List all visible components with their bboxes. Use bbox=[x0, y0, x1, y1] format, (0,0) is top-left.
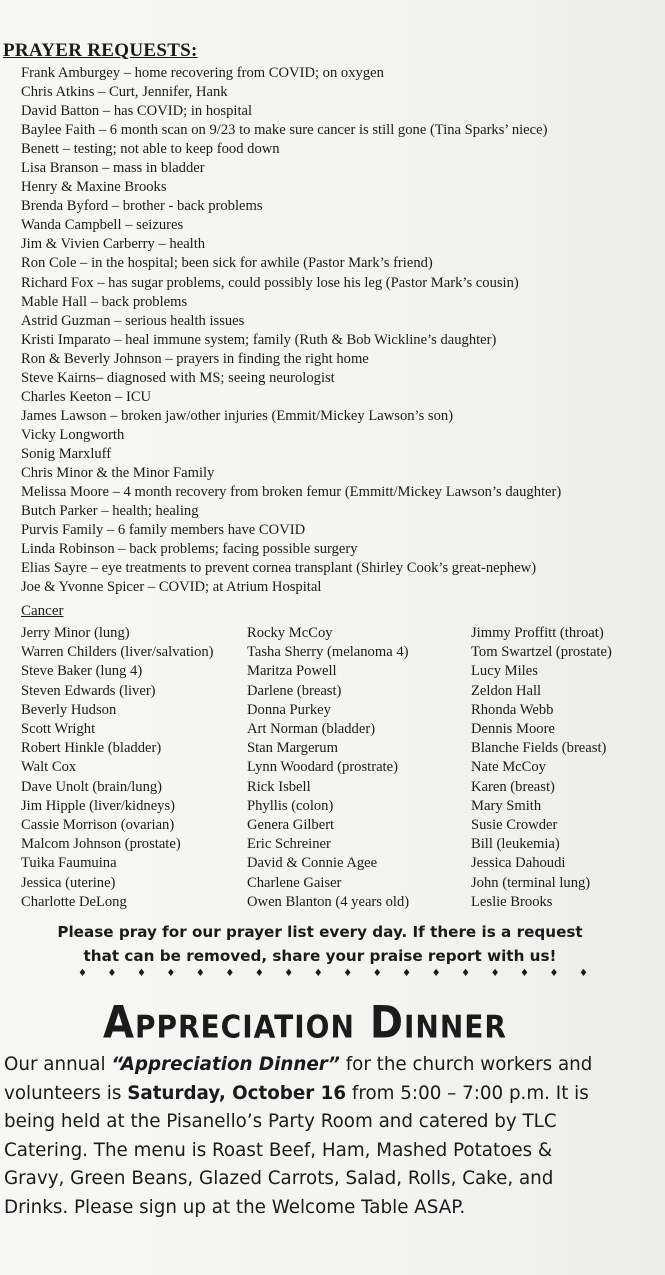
diamond-icon: ♦ bbox=[520, 968, 529, 979]
cancer-list-item: Blanche Fields (breast) bbox=[471, 740, 607, 757]
prayer-request-item: Baylee Faith – 6 month scan on 9/23 to make sure cancer is still gone (Tina Sparks’ niece) bbox=[21, 122, 548, 139]
dinner-text-fragment: from 5:00 – 7:00 p.m. It is bbox=[346, 1082, 589, 1104]
prayer-requests-heading: PRAYER REQUESTS: bbox=[3, 40, 198, 61]
event-name: “Appreciation Dinner” bbox=[111, 1054, 340, 1075]
cancer-list-item: Lynn Woodard (prostrate) bbox=[247, 759, 398, 776]
cancer-list-item: Jessica (uterine) bbox=[21, 874, 116, 891]
prayer-request-item: Purvis Family – 6 family members have COVID bbox=[21, 522, 306, 539]
prayer-request-item: Linda Robinson – back problems; facing possible surgery bbox=[21, 541, 358, 558]
diamond-icon: ♦ bbox=[166, 968, 176, 979]
cancer-list-item: Karen (breast) bbox=[471, 778, 555, 795]
cancer-list-item: Jerry Minor (lung) bbox=[21, 625, 130, 641]
dinner-text-fragment: Our annual bbox=[4, 1054, 112, 1075]
prayer-request-item: Sonig Marxluff bbox=[21, 445, 112, 462]
cancer-list-column-3 bbox=[471, 624, 612, 912]
appreciation-dinner-title: Appreciation Dinner bbox=[102, 997, 507, 1049]
prayer-request-item: Chris Minor & the Minor Family bbox=[21, 464, 215, 481]
prayer-request-item: Elias Sayre – eye treatments to prevent cornea transplant (Shirley Cook’s great-nephew) bbox=[21, 560, 537, 577]
appreciation-dinner-paragraph bbox=[4, 1051, 644, 1223]
cancer-list-item: Cassie Morrison (ovarian) bbox=[21, 817, 175, 834]
cancer-list-item: Steven Edwards (liver) bbox=[21, 682, 156, 699]
cancer-list-item: David & Connie Agee bbox=[247, 855, 378, 872]
prayer-request-item: Chris Atkins – Curt, Jennifer, Hank bbox=[21, 84, 228, 101]
cancer-list-item: Donna Purkey bbox=[247, 701, 331, 718]
cancer-subheading: Cancer bbox=[21, 603, 64, 619]
prayer-request-item: Henry & Maxine Brooks bbox=[21, 179, 167, 196]
diamond-icon: ♦ bbox=[578, 968, 588, 979]
prayer-request-item: Lisa Branson – mass in bladder bbox=[21, 160, 205, 177]
cancer-list-item: Rhonda Webb bbox=[471, 701, 554, 718]
cancer-list-item: Genera Gilbert bbox=[247, 817, 335, 834]
diamond-icon: ♦ bbox=[431, 968, 441, 979]
prayer-request-item: James Lawson – broken jaw/other injuries (Emmit/Mickey Lawson’s son) bbox=[21, 407, 454, 424]
cancer-list-item: Lucy Miles bbox=[471, 663, 538, 680]
diamond-icon: ♦ bbox=[254, 968, 264, 979]
cancer-list-item: John (terminal lung) bbox=[471, 874, 591, 891]
cancer-list-item: Zeldon Hall bbox=[471, 682, 542, 699]
prayer-request-item: Melissa Moore – 4 month recovery from broken femur (Emmitt/Mickey Lawson’s daughter) bbox=[21, 484, 562, 501]
diamond-icon: ♦ bbox=[107, 968, 117, 979]
dinner-text-line bbox=[4, 1194, 644, 1223]
prayer-request-item: Mable Hall – back problems bbox=[21, 293, 188, 310]
prayer-request-item: David Batton – has COVID; in hospital bbox=[21, 103, 253, 120]
diamond-icon: ♦ bbox=[225, 968, 235, 979]
diamond-icon: ♦ bbox=[490, 968, 500, 979]
pray-note-line-2: that can be removed, share your praise report with us! bbox=[83, 947, 557, 965]
dinner-text-line bbox=[4, 1051, 644, 1080]
cancer-list-item: Leslie Brooks bbox=[471, 893, 553, 910]
prayer-request-item: Ron Cole – in the hospital; been sick for awhile (Pastor Mark’s friend) bbox=[21, 255, 433, 272]
diamond-icon: ♦ bbox=[549, 968, 559, 979]
cancer-list-item: Dave Unolt (brain/lung) bbox=[21, 778, 163, 795]
prayer-request-item: Brenda Byford – brother - back problems bbox=[21, 198, 263, 215]
pray-note-line-1: Please pray for our prayer list every day. If there is a request bbox=[57, 923, 583, 941]
cancer-list-item: Beverly Hudson bbox=[21, 701, 117, 718]
cancer-list-item: Dennis Moore bbox=[471, 721, 555, 738]
diamond-icon: ♦ bbox=[136, 968, 146, 979]
cancer-list-column-2 bbox=[247, 624, 409, 912]
cancer-list-item: Malcom Johnson (prostate) bbox=[21, 836, 181, 853]
prayer-request-item: Kristi Imparato – heal immune system; family (Ruth & Bob Wickline’s daughter) bbox=[21, 331, 497, 348]
diamond-icon: ♦ bbox=[372, 968, 382, 979]
cancer-list-item: Steve Baker (lung 4) bbox=[21, 663, 143, 680]
prayer-request-item: Jim & Vivien Carberry – health bbox=[21, 236, 206, 253]
diamond-icon: ♦ bbox=[284, 968, 294, 979]
prayer-request-item: Ron & Beverly Johnson – prayers in finding the right home bbox=[21, 350, 369, 367]
cancer-list-item: Tom Swartzel (prostate) bbox=[471, 644, 612, 661]
diamond-divider bbox=[78, 968, 588, 980]
cancer-list-item: Mary Smith bbox=[471, 797, 542, 814]
cancer-list-item: Warren Childers (liver/salvation) bbox=[21, 644, 214, 661]
diamond-icon: ♦ bbox=[195, 968, 205, 979]
cancer-list-item: Phyllis (colon) bbox=[247, 797, 334, 814]
cancer-list-item: Jimmy Proffitt (throat) bbox=[471, 625, 604, 641]
cancer-list-item: Robert Hinkle (bladder) bbox=[21, 740, 162, 757]
cancer-list-item: Susie Crowder bbox=[471, 817, 558, 834]
diamond-icon: ♦ bbox=[343, 968, 353, 979]
diamond-icon: ♦ bbox=[313, 968, 323, 979]
diamond-icon: ♦ bbox=[402, 968, 412, 979]
cancer-list-item: Maritza Powell bbox=[247, 663, 337, 680]
prayer-request-item: Astrid Guzman – serious health issues bbox=[21, 312, 245, 329]
dinner-text-fragment: Catering. The menu is Roast Beef, Ham, Mashed Potatoes & bbox=[4, 1139, 553, 1161]
cancer-list-item: Walt Cox bbox=[21, 759, 77, 776]
cancer-list-item: Jim Hipple (liver/kidneys) bbox=[21, 797, 176, 814]
dinner-text-fragment: Gravy, Green Beans, Glazed Carrots, Salad, Rolls, Cake, and bbox=[4, 1168, 554, 1190]
cancer-list-item: Charlotte DeLong bbox=[21, 893, 127, 910]
dinner-text-line bbox=[4, 1137, 644, 1166]
prayer-request-item: Wanda Campbell – seizures bbox=[21, 217, 184, 234]
cancer-list-item: Owen Blanton (4 years old) bbox=[247, 893, 410, 910]
cancer-list-item: Eric Schreiner bbox=[247, 836, 331, 853]
dinner-text-fragment: for the church workers and bbox=[339, 1054, 593, 1075]
dinner-text-line bbox=[4, 1165, 644, 1194]
dinner-text-line bbox=[4, 1108, 644, 1137]
cancer-list-item: Tuika Faumuina bbox=[21, 855, 117, 872]
prayer-request-item: Benett – testing; not able to keep food down bbox=[21, 141, 280, 158]
cancer-list-item: Art Norman (bladder) bbox=[247, 721, 376, 738]
diamond-icon: ♦ bbox=[78, 968, 87, 979]
prayer-request-item: Vicky Longworth bbox=[21, 426, 125, 443]
prayer-request-item: Frank Amburgey – home recovering from COVID; on oxygen bbox=[21, 65, 384, 81]
cancer-list-item: Charlene Gaiser bbox=[247, 874, 342, 891]
prayer-request-list bbox=[21, 64, 561, 597]
cancer-list-item: Rocky McCoy bbox=[247, 625, 333, 641]
dinner-text-line bbox=[4, 1080, 644, 1109]
prayer-request-item: Butch Parker – health; healing bbox=[21, 503, 199, 520]
cancer-list-item: Nate McCoy bbox=[471, 759, 546, 776]
diamond-icon: ♦ bbox=[461, 968, 471, 979]
dinner-text-fragment: being held at the Pisanello’s Party Room and catered by TLC bbox=[4, 1111, 557, 1133]
cancer-list-item: Darlene (breast) bbox=[247, 682, 342, 699]
cancer-list-column-1 bbox=[21, 624, 214, 912]
prayer-request-item: Richard Fox – has sugar problems, could possibly lose his leg (Pastor Mark’s cousin) bbox=[21, 274, 519, 291]
prayer-request-item: Steve Kairns– diagnosed with MS; seeing neurologist bbox=[21, 369, 335, 386]
event-date: Saturday, October 16 bbox=[127, 1082, 347, 1104]
cancer-list-item: Jessica Dahoudi bbox=[471, 855, 566, 872]
prayer-request-item: Charles Keeton – ICU bbox=[21, 388, 152, 405]
cancer-list-item: Stan Margerum bbox=[247, 740, 338, 757]
cancer-list-item: Bill (leukemia) bbox=[471, 836, 560, 853]
dinner-text-fragment: Drinks. Please sign up at the Welcome Table ASAP. bbox=[4, 1196, 466, 1218]
cancer-list-item: Scott Wright bbox=[21, 721, 96, 738]
dinner-text-fragment: volunteers is bbox=[4, 1082, 128, 1104]
cancer-list-item: Tasha Sherry (melanoma 4) bbox=[247, 644, 409, 661]
prayer-request-item: Joe & Yvonne Spicer – COVID; at Atrium Hospital bbox=[21, 579, 322, 596]
cancer-list-item: Rick Isbell bbox=[247, 778, 311, 795]
